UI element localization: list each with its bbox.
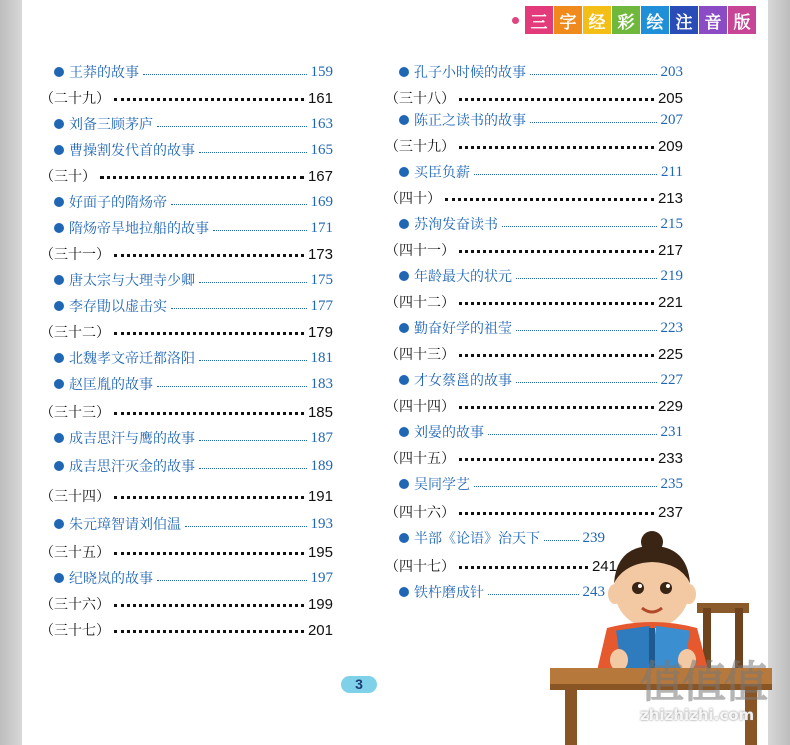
toc-page-number: 235 <box>660 475 683 492</box>
toc-title: （三十二） <box>40 325 110 341</box>
toc-story-row <box>40 268 333 292</box>
toc-chapter-row <box>40 320 333 344</box>
toc-page-number: 181 <box>310 349 333 366</box>
toc-chapter-row <box>385 86 683 110</box>
banner-char: 彩 <box>612 6 640 34</box>
leader-dots <box>459 354 654 357</box>
table-leg <box>565 690 577 745</box>
toc-story-row <box>40 454 333 478</box>
toc-story-row <box>385 368 683 392</box>
banner-char: 绘 <box>641 6 669 34</box>
toc-page-number: 169 <box>310 193 333 210</box>
leader-dots <box>114 412 304 415</box>
toc-title: 年龄最大的状元 <box>414 269 512 285</box>
toc-page-number: 197 <box>310 569 333 586</box>
leader-dots <box>459 512 654 515</box>
toc-title: （四十六） <box>385 505 455 521</box>
leader-dots <box>213 230 307 231</box>
bullet-icon <box>54 519 64 529</box>
toc-title: 刘晏的故事 <box>414 425 484 441</box>
toc-page-number: 189 <box>310 457 333 474</box>
toc-page-number: 167 <box>307 167 333 185</box>
leader-dots <box>185 526 307 527</box>
ear <box>682 584 696 604</box>
watermark <box>640 657 790 745</box>
page-left-edge <box>0 0 22 745</box>
banner-dot <box>512 17 519 24</box>
bullet-icon <box>54 197 64 207</box>
bullet-icon <box>399 587 409 597</box>
toc-chapter-row <box>385 446 683 470</box>
toc-page-number: 241 <box>591 557 617 575</box>
toc-title: （四十二） <box>385 295 455 311</box>
toc-chapter-row <box>385 342 683 366</box>
toc-page-number: 225 <box>657 345 683 363</box>
watermark-url: zhizhizhi.com <box>640 706 755 724</box>
toc-title: （三十） <box>40 169 96 185</box>
leader-dots <box>114 496 304 499</box>
toc-story-row <box>385 108 683 132</box>
toc-title: （四十三） <box>385 347 455 363</box>
toc-page-number: 171 <box>310 219 333 236</box>
toc-page-number: 217 <box>657 241 683 259</box>
toc-title: （三十三） <box>40 405 110 421</box>
toc-chapter-row <box>40 86 333 110</box>
toc-title: 赵匡胤的故事 <box>69 377 153 393</box>
leader-dots <box>199 440 307 441</box>
toc-title: 买臣负薪 <box>414 165 470 181</box>
toc-chapter-row <box>385 394 683 418</box>
toc-page-number: 205 <box>657 89 683 107</box>
toc-page-number: 193 <box>310 515 333 532</box>
toc-page-number: 233 <box>657 449 683 467</box>
toc-page-number: 209 <box>657 137 683 155</box>
toc-chapter-row <box>40 400 333 424</box>
leader-dots <box>488 434 657 435</box>
leader-dots <box>171 308 307 309</box>
leader-dots <box>445 198 654 201</box>
leader-dots <box>100 176 304 179</box>
toc-title: 成吉思汗灭金的故事 <box>69 459 195 475</box>
bullet-icon <box>399 533 409 543</box>
toc-title: 王莽的故事 <box>69 65 139 81</box>
toc-title: 北魏孝文帝迁都洛阳 <box>69 351 195 367</box>
toc-story-row <box>40 216 333 240</box>
toc-chapter-row <box>385 500 683 524</box>
bullet-icon <box>54 301 64 311</box>
toc-story-row <box>385 472 683 496</box>
ear <box>608 584 622 604</box>
bullet-icon <box>54 353 64 363</box>
toc-story-row <box>40 112 333 136</box>
toc-title: （三十五） <box>40 545 110 561</box>
toc-story-row <box>385 60 683 84</box>
toc-title: （四十五） <box>385 451 455 467</box>
toc-page-number: 177 <box>310 297 333 314</box>
leader-dots <box>459 250 654 253</box>
toc-chapter-row <box>385 186 683 210</box>
bullet-icon <box>399 167 409 177</box>
watermark-logo: 值值值 <box>640 657 766 708</box>
banner-title <box>525 6 756 34</box>
bullet-icon <box>54 223 64 233</box>
toc-title: 陈正之读书的故事 <box>414 113 526 129</box>
toc-page-number: 215 <box>660 215 683 232</box>
leader-dots <box>114 604 304 607</box>
leader-dots <box>114 332 304 335</box>
bullet-icon <box>54 433 64 443</box>
leader-dots <box>516 278 657 279</box>
toc-title: （三十六） <box>40 597 110 613</box>
toc-page-number: 221 <box>657 293 683 311</box>
toc-page-number: 227 <box>660 371 683 388</box>
toc-page-number: 223 <box>660 319 683 336</box>
toc-page-number: 199 <box>307 595 333 613</box>
bullet-icon <box>54 145 64 155</box>
bullet-icon <box>399 323 409 333</box>
leader-dots <box>199 152 307 153</box>
bullet-icon <box>399 479 409 489</box>
bullet-icon <box>399 219 409 229</box>
toc-story-row <box>385 420 683 444</box>
toc-chapter-row <box>385 134 683 158</box>
leader-dots <box>114 98 304 101</box>
leader-dots <box>199 468 307 469</box>
eye <box>632 582 644 594</box>
toc-page-number: 159 <box>310 63 333 80</box>
leader-dots <box>516 330 657 331</box>
bullet-icon <box>399 375 409 385</box>
toc-title: 曹操割发代首的故事 <box>69 143 195 159</box>
toc-page-number: 185 <box>307 403 333 421</box>
book-title-banner <box>512 6 756 34</box>
banner-char: 注 <box>670 6 698 34</box>
toc-title: （四十） <box>385 191 441 207</box>
toc-title: 铁杵磨成针 <box>414 585 484 601</box>
banner-char: 经 <box>583 6 611 34</box>
toc-page-number: 201 <box>307 621 333 639</box>
toc-title: （三十八） <box>385 91 455 107</box>
toc-story-row <box>40 426 333 450</box>
leader-dots <box>502 226 657 227</box>
banner-char: 字 <box>554 6 582 34</box>
eye <box>660 582 672 594</box>
toc-story-row <box>40 512 333 536</box>
leader-dots <box>459 406 654 409</box>
toc-title: 勤奋好学的祖莹 <box>414 321 512 337</box>
toc-page-number: 239 <box>582 529 605 546</box>
toc-title: 隋炀帝旱地拉船的故事 <box>69 221 209 237</box>
toc-title: （四十七） <box>385 559 455 575</box>
leader-dots <box>114 254 304 257</box>
toc-chapter-row <box>385 290 683 314</box>
toc-title: （四十四） <box>385 399 455 415</box>
toc-story-row <box>385 160 683 184</box>
bullet-icon <box>54 275 64 285</box>
leader-dots <box>459 146 654 149</box>
banner-char: 音 <box>699 6 727 34</box>
toc-title: （三十四） <box>40 489 110 505</box>
toc-page-number: 219 <box>660 267 683 284</box>
leader-dots <box>459 98 654 101</box>
toc-title: 好面子的隋炀帝 <box>69 195 167 211</box>
toc-title: 才女蔡邕的故事 <box>414 373 512 389</box>
toc-story-row <box>385 316 683 340</box>
toc-story-row <box>40 190 333 214</box>
bullet-icon <box>399 271 409 281</box>
toc-title: 半部《论语》治天下 <box>414 531 540 547</box>
leader-dots <box>516 382 657 383</box>
leader-dots <box>157 386 307 387</box>
toc-page-number: 203 <box>660 63 683 80</box>
toc-story-row <box>40 346 333 370</box>
toc-chapter-row <box>40 618 333 642</box>
toc-chapter-row <box>40 242 333 266</box>
bullet-icon <box>399 115 409 125</box>
toc-page-number: 243 <box>582 583 605 600</box>
toc-chapter-row <box>40 540 333 564</box>
leader-dots <box>459 302 654 305</box>
toc-page-number: 183 <box>310 375 333 392</box>
toc-page-number: 191 <box>307 487 333 505</box>
leader-dots <box>530 122 657 123</box>
toc-title: 吴同学艺 <box>414 477 470 493</box>
toc-story-row <box>40 138 333 162</box>
toc-title: 朱元璋智请刘伯温 <box>69 517 181 533</box>
leader-dots <box>171 204 307 205</box>
banner-char: 版 <box>728 6 756 34</box>
toc-title: （三十九） <box>385 139 455 155</box>
toc-title: （三十一） <box>40 247 110 263</box>
toc-title: 成吉思汗与鹰的故事 <box>69 431 195 447</box>
toc-page-number: 195 <box>307 543 333 561</box>
toc-title: （四十一） <box>385 243 455 259</box>
leader-dots <box>114 552 304 555</box>
toc-page-number: 237 <box>657 503 683 521</box>
toc-page-number: 211 <box>661 163 683 180</box>
toc-chapter-row <box>40 484 333 508</box>
bullet-icon <box>399 427 409 437</box>
toc-page-number: 163 <box>310 115 333 132</box>
bullet-icon <box>54 379 64 389</box>
toc-chapter-row <box>385 238 683 262</box>
leader-dots <box>157 126 307 127</box>
toc-story-row <box>40 372 333 396</box>
leader-dots <box>199 282 307 283</box>
leader-dots <box>474 486 657 487</box>
leader-dots <box>114 630 304 633</box>
toc-page-number: 231 <box>660 423 683 440</box>
toc-title: 苏洵发奋读书 <box>414 217 498 233</box>
toc-title: （二十九） <box>40 91 110 107</box>
toc-page-number: 161 <box>307 89 333 107</box>
toc-story-row <box>40 294 333 318</box>
toc-title: 纪晓岚的故事 <box>69 571 153 587</box>
toc-story-row <box>385 264 683 288</box>
leader-dots <box>143 74 307 75</box>
toc-title: 唐太宗与大理寺少卿 <box>69 273 195 289</box>
page-number: 3 <box>341 676 377 693</box>
bullet-icon <box>54 461 64 471</box>
leader-dots <box>157 580 307 581</box>
toc-page-number: 229 <box>657 397 683 415</box>
toc-page-number: 213 <box>657 189 683 207</box>
toc-title: 刘备三顾茅庐 <box>69 117 153 133</box>
toc-page-number: 175 <box>310 271 333 288</box>
toc-title: 孔子小时候的故事 <box>414 65 526 81</box>
leader-dots <box>474 174 657 175</box>
toc-chapter-row <box>40 164 333 188</box>
toc-story-row <box>40 566 333 590</box>
bullet-icon <box>54 573 64 583</box>
toc-title: （三十七） <box>40 623 110 639</box>
toc-page-number: 165 <box>310 141 333 158</box>
toc-chapter-row <box>40 592 333 616</box>
toc-page-number: 207 <box>660 111 683 128</box>
toc-story-row <box>385 212 683 236</box>
toc-page-number: 173 <box>307 245 333 263</box>
leader-dots <box>199 360 307 361</box>
bullet-icon <box>54 67 64 77</box>
bullet-icon <box>54 119 64 129</box>
banner-char: 三 <box>525 6 553 34</box>
toc-story-row <box>40 60 333 84</box>
leader-dots <box>459 458 654 461</box>
toc-page-number: 179 <box>307 323 333 341</box>
leader-dots <box>530 74 657 75</box>
toc-page-number: 187 <box>310 429 333 446</box>
toc-title: 李存勖以虚击实 <box>69 299 167 315</box>
bullet-icon <box>399 67 409 77</box>
